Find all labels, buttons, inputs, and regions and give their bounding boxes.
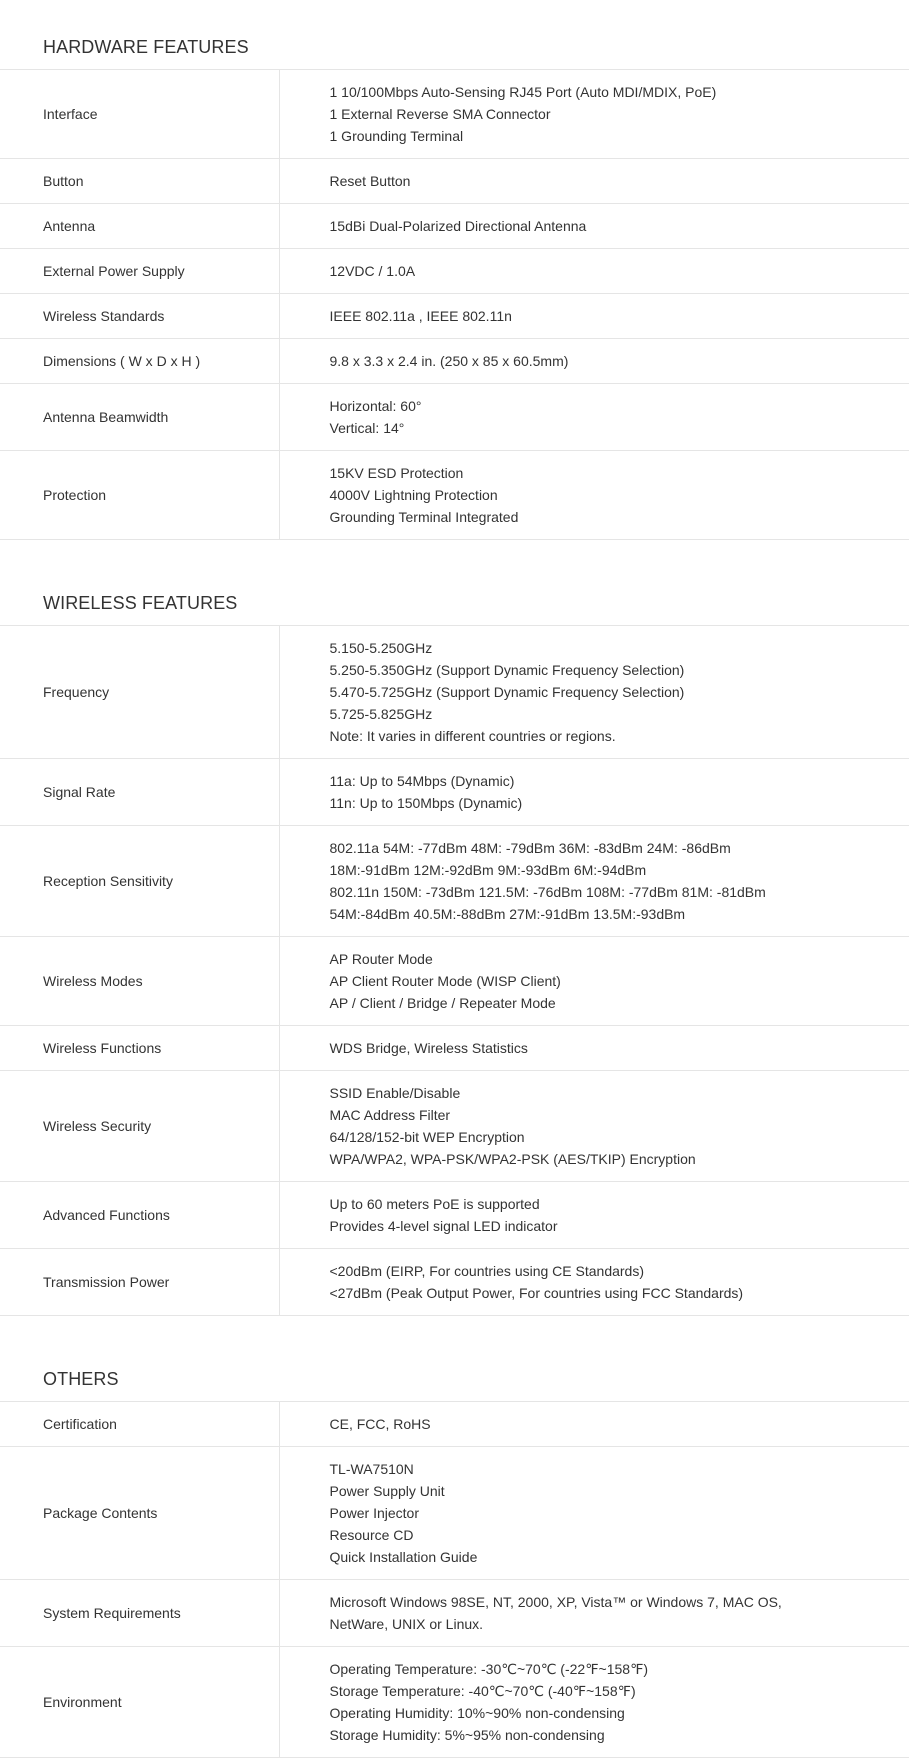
spec-value bbox=[279, 626, 909, 759]
spec-row-antenna bbox=[0, 204, 909, 249]
spec-value bbox=[279, 1182, 909, 1249]
section-title: OTHERS bbox=[0, 1360, 909, 1401]
section-wireless-features bbox=[0, 584, 909, 1316]
spec-row-dimensions-w-x-d-x-h bbox=[0, 339, 909, 384]
spec-row-external-power-supply bbox=[0, 249, 909, 294]
spec-value-line: TL-WA7510N bbox=[330, 1458, 909, 1480]
spec-row-wireless-standards bbox=[0, 294, 909, 339]
spec-value bbox=[279, 1580, 909, 1647]
spec-value-line: Reset Button bbox=[330, 170, 909, 192]
spec-value-line: SSID Enable/Disable bbox=[330, 1082, 909, 1104]
spec-value bbox=[279, 826, 909, 937]
spec-label: Certification bbox=[0, 1402, 279, 1447]
spec-value-line: <20dBm (EIRP, For countries using CE Standards) bbox=[330, 1260, 909, 1282]
spec-value-line: MAC Address Filter bbox=[330, 1104, 909, 1126]
spec-label: Interface bbox=[0, 70, 279, 159]
spec-value-line: 18M:-91dBm 12M:-92dBm 9M:-93dBm 6M:-94dBm bbox=[330, 859, 909, 881]
spec-table bbox=[0, 625, 909, 1316]
spec-label: Environment bbox=[0, 1647, 279, 1758]
spec-value-line: WDS Bridge, Wireless Statistics bbox=[330, 1037, 909, 1059]
spec-value-line: Provides 4-level signal LED indicator bbox=[330, 1215, 909, 1237]
spec-value bbox=[279, 759, 909, 826]
spec-value bbox=[279, 339, 909, 384]
spec-value-line: 11n: Up to 150Mbps (Dynamic) bbox=[330, 792, 909, 814]
spec-row-button bbox=[0, 159, 909, 204]
spec-value-line: AP Client Router Mode (WISP Client) bbox=[330, 970, 909, 992]
spec-value-line: Power Injector bbox=[330, 1502, 909, 1524]
spec-row-transmission-power bbox=[0, 1249, 909, 1316]
spec-value-line: Resource CD bbox=[330, 1524, 909, 1546]
spec-row-interface bbox=[0, 70, 909, 159]
spec-value bbox=[279, 1026, 909, 1071]
section-others bbox=[0, 1360, 909, 1758]
spec-row-system-requirements bbox=[0, 1580, 909, 1647]
spec-row-antenna-beamwidth bbox=[0, 384, 909, 451]
spec-value-line: <27dBm (Peak Output Power, For countries using FCC Standards) bbox=[330, 1282, 909, 1304]
spec-value-line: 4000V Lightning Protection bbox=[330, 484, 909, 506]
spec-value bbox=[279, 204, 909, 249]
spec-value bbox=[279, 1447, 909, 1580]
spec-label: Wireless Modes bbox=[0, 937, 279, 1026]
spec-row-wireless-modes bbox=[0, 937, 909, 1026]
spec-value-line: CE, FCC, RoHS bbox=[330, 1413, 909, 1435]
spec-label: Frequency bbox=[0, 626, 279, 759]
spec-value-line: Operating Humidity: 10%~90% non-condensing bbox=[330, 1702, 909, 1724]
spec-row-wireless-security bbox=[0, 1071, 909, 1182]
spec-value-line: WPA/WPA2, WPA-PSK/WPA2-PSK (AES/TKIP) Encryption bbox=[330, 1148, 909, 1170]
spec-value-line: Power Supply Unit bbox=[330, 1480, 909, 1502]
spec-row-wireless-functions bbox=[0, 1026, 909, 1071]
spec-value bbox=[279, 1402, 909, 1447]
spec-value-line: 5.725-5.825GHz bbox=[330, 703, 909, 725]
spec-label: Protection bbox=[0, 451, 279, 540]
spec-value-line: Grounding Terminal Integrated bbox=[330, 506, 909, 528]
section-hardware-features bbox=[0, 28, 909, 540]
spec-value bbox=[279, 384, 909, 451]
spec-value bbox=[279, 1071, 909, 1182]
spec-label: Package Contents bbox=[0, 1447, 279, 1580]
spec-row-environment bbox=[0, 1647, 909, 1758]
spec-table bbox=[0, 1401, 909, 1758]
spec-value-line: Storage Temperature: -40℃~70℃ (-40℉~158℉) bbox=[330, 1680, 909, 1702]
spec-value-line: 5.250-5.350GHz (Support Dynamic Frequency Selection) bbox=[330, 659, 909, 681]
section-title: HARDWARE FEATURES bbox=[0, 28, 909, 69]
spec-value-line: Horizontal: 60° bbox=[330, 395, 909, 417]
spec-label: Dimensions ( W x D x H ) bbox=[0, 339, 279, 384]
spec-label: Advanced Functions bbox=[0, 1182, 279, 1249]
spec-table bbox=[0, 69, 909, 540]
spec-value-line: AP / Client / Bridge / Repeater Mode bbox=[330, 992, 909, 1014]
spec-row-certification bbox=[0, 1402, 909, 1447]
spec-value-line: Storage Humidity: 5%~95% non-condensing bbox=[330, 1724, 909, 1746]
spec-value bbox=[279, 1647, 909, 1758]
spec-value-line: 64/128/152-bit WEP Encryption bbox=[330, 1126, 909, 1148]
spec-value-line: Operating Temperature: -30℃~70℃ (-22℉~158℉) bbox=[330, 1658, 909, 1680]
spec-row-reception-sensitivity bbox=[0, 826, 909, 937]
spec-value bbox=[279, 937, 909, 1026]
spec-value-line: Vertical: 14° bbox=[330, 417, 909, 439]
spec-value-line: 1 External Reverse SMA Connector bbox=[330, 103, 909, 125]
spec-value-line: Quick Installation Guide bbox=[330, 1546, 909, 1568]
spec-value-line: 15dBi Dual-Polarized Directional Antenna bbox=[330, 215, 909, 237]
spec-value-line: 9.8 x 3.3 x 2.4 in. (250 x 85 x 60.5mm) bbox=[330, 350, 909, 372]
spec-row-signal-rate bbox=[0, 759, 909, 826]
spec-value-line: 802.11n 150M: -73dBm 121.5M: -76dBm 108M: -77dBm 81M: -81dBm bbox=[330, 881, 909, 903]
spec-value-line: NetWare, UNIX or Linux. bbox=[330, 1613, 909, 1635]
spec-row-package-contents bbox=[0, 1447, 909, 1580]
spec-label: Signal Rate bbox=[0, 759, 279, 826]
spec-value-line: Up to 60 meters PoE is supported bbox=[330, 1193, 909, 1215]
spec-label: Antenna Beamwidth bbox=[0, 384, 279, 451]
spec-value-line: Microsoft Windows 98SE, NT, 2000, XP, Vista™ or Windows 7, MAC OS, bbox=[330, 1591, 909, 1613]
spec-row-frequency bbox=[0, 626, 909, 759]
spec-value-line: 5.150-5.250GHz bbox=[330, 637, 909, 659]
spec-value bbox=[279, 294, 909, 339]
spec-value-line: 54M:-84dBm 40.5M:-88dBm 27M:-91dBm 13.5M:-93dBm bbox=[330, 903, 909, 925]
spec-value bbox=[279, 70, 909, 159]
spec-value-line: IEEE 802.11a , IEEE 802.11n bbox=[330, 305, 909, 327]
spec-label: Transmission Power bbox=[0, 1249, 279, 1316]
spec-value-line: AP Router Mode bbox=[330, 948, 909, 970]
spec-value-line: 5.470-5.725GHz (Support Dynamic Frequency Selection) bbox=[330, 681, 909, 703]
spec-label: Wireless Functions bbox=[0, 1026, 279, 1071]
spec-value bbox=[279, 1249, 909, 1316]
spec-value-line: 1 Grounding Terminal bbox=[330, 125, 909, 147]
spec-label: Wireless Security bbox=[0, 1071, 279, 1182]
spec-value-line: Note: It varies in different countries or regions. bbox=[330, 725, 909, 747]
spec-row-advanced-functions bbox=[0, 1182, 909, 1249]
spec-label: System Requirements bbox=[0, 1580, 279, 1647]
spec-label: External Power Supply bbox=[0, 249, 279, 294]
section-title: WIRELESS FEATURES bbox=[0, 584, 909, 625]
spec-label: Button bbox=[0, 159, 279, 204]
spec-value-line: 15KV ESD Protection bbox=[330, 462, 909, 484]
spec-value bbox=[279, 159, 909, 204]
spec-value bbox=[279, 249, 909, 294]
spec-label: Antenna bbox=[0, 204, 279, 249]
spec-label: Reception Sensitivity bbox=[0, 826, 279, 937]
spec-value-line: 1 10/100Mbps Auto-Sensing RJ45 Port (Auto MDI/MDIX, PoE) bbox=[330, 81, 909, 103]
spec-value bbox=[279, 451, 909, 540]
spec-value-line: 11a: Up to 54Mbps (Dynamic) bbox=[330, 770, 909, 792]
spec-row-protection bbox=[0, 451, 909, 540]
spec-value-line: 802.11a 54M: -77dBm 48M: -79dBm 36M: -83dBm 24M: -86dBm bbox=[330, 837, 909, 859]
spec-label: Wireless Standards bbox=[0, 294, 279, 339]
spec-value-line: 12VDC / 1.0A bbox=[330, 260, 909, 282]
